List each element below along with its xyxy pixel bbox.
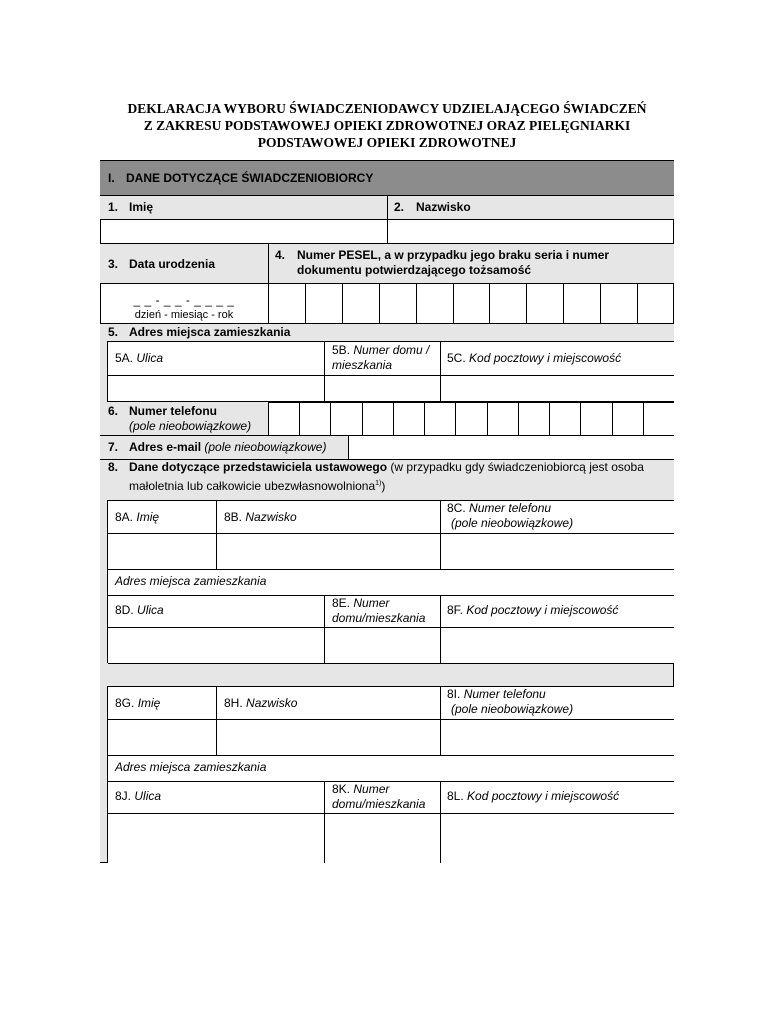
rep2-last-name-label: Nazwisko: [246, 696, 298, 710]
representative-label: Dane dotyczące przedstawiciela ustawowego: [129, 460, 388, 474]
phone-optional: (pole nieobowiązkowe): [129, 419, 252, 433]
phone-label: Numer telefonu: [129, 404, 218, 418]
birth-pesel-label-row: [100, 244, 674, 284]
phone-divider: [268, 402, 269, 436]
rep2-first-name-prefix: 8G.: [115, 696, 135, 710]
pesel-box-divider: [563, 284, 564, 323]
rep2-house-label-2: domu/mieszkania: [332, 797, 426, 811]
rep1-phone-prefix: 8C.: [447, 501, 466, 515]
rep2-phone-label: Numer telefonu: [463, 687, 546, 701]
pesel-label-line-2: dokumentu potwierdzającego tożsamość: [297, 263, 532, 277]
birth-date-pattern: _ _ - _ _ - _ _ _ _: [133, 293, 235, 307]
rep2-postal-label: Kod pocztowy i miejscowość: [467, 789, 620, 803]
rep2-house-label-1: Numer: [353, 782, 390, 796]
representative-separator: [107, 663, 673, 686]
postal-prefix: 5C.: [447, 351, 466, 365]
rep2-first-name-label: Imię: [137, 696, 161, 710]
rep2-phone-optional: (pole nieobowiązkowe): [451, 702, 574, 716]
representative-gutter: [100, 500, 107, 862]
rep2-street-field[interactable]: [108, 814, 324, 863]
address-table: [107, 341, 674, 402]
rep1-address-label: Adres miejsca zamieszkania: [115, 574, 267, 588]
phone-box-divider: [549, 403, 550, 435]
house-prefix: 5B.: [332, 343, 351, 357]
phone-field[interactable]: [268, 402, 674, 436]
phone-box-divider: [330, 403, 331, 435]
field-1-number: 1.: [108, 200, 119, 214]
phone-box-divider: [580, 403, 581, 435]
rep2-first-name-field[interactable]: [108, 720, 216, 755]
pesel-field[interactable]: [268, 284, 674, 324]
field-6-number: 6.: [108, 404, 119, 418]
email-label: Adres e-mail: [129, 440, 202, 454]
rep1-house-prefix: 8E.: [332, 596, 351, 610]
section-header: [100, 160, 674, 196]
rep1-house-label-2: domu/mieszkania: [332, 611, 426, 625]
rep1-postal-field[interactable]: [441, 628, 674, 663]
address-label: Adres miejsca zamieszkania: [129, 325, 291, 339]
rep1-street-label: Ulica: [137, 603, 164, 617]
representative-2-table: [107, 686, 674, 863]
representative-1-table: [107, 500, 674, 663]
representative-note-2: małoletnia lub całkowicie ubezwłasnowolniona: [129, 479, 376, 493]
rep1-first-name-prefix: 8A.: [115, 510, 134, 524]
phone-box-divider: [612, 403, 613, 435]
pesel-box-divider: [416, 284, 417, 323]
phone-box-divider: [393, 403, 394, 435]
section-title: DANE DOTYCZĄCE ŚWIADCZENIOBIORCY: [126, 171, 374, 185]
postal-city-field[interactable]: [441, 376, 674, 401]
rep1-last-name-prefix: 8B.: [224, 510, 243, 524]
rep2-address-label: Adres miejsca zamieszkania: [115, 760, 267, 774]
pesel-box-divider: [637, 284, 638, 323]
last-name-label: Nazwisko: [416, 200, 471, 214]
pesel-box-divider: [526, 284, 527, 323]
pesel-box-divider: [489, 284, 490, 323]
email-optional: (pole nieobowiązkowe): [204, 440, 327, 454]
rep1-first-name-label: Imię: [136, 510, 160, 524]
birth-date-hint: dzień - miesiąc - rok: [134, 309, 234, 321]
email-field[interactable]: [349, 436, 674, 459]
street-field[interactable]: [108, 376, 324, 401]
rep1-street-field[interactable]: [108, 628, 324, 663]
rep1-divider-5: [108, 663, 674, 664]
field-5-number: 5.: [108, 325, 119, 339]
birth-date-label: Data urodzenia: [129, 257, 216, 271]
field-7-number: 7.: [108, 440, 119, 454]
rep1-postal-label: Kod pocztowy i miejscowość: [466, 603, 619, 617]
house-label-2: mieszkania: [332, 358, 393, 372]
title-line-1: DEKLARACJA WYBORU ŚWIADCZENIODAWCY UDZIELAJĄCEGO ŚWIADCZEŃ: [127, 101, 647, 116]
rep2-last-name-field[interactable]: [217, 720, 440, 755]
phone-box-divider: [455, 403, 456, 435]
rep1-first-name-field[interactable]: [108, 534, 216, 569]
section-number: I.: [108, 171, 115, 185]
declaration-form: [100, 160, 674, 863]
rep1-street-prefix: 8D.: [115, 603, 134, 617]
phone-box-divider: [487, 403, 488, 435]
rep1-postal-prefix: 8F.: [447, 603, 464, 617]
rep2-phone-prefix: 8I.: [447, 687, 461, 701]
representative-note-1: (w przypadku gdy świadczeniobiorcą jest osoba: [387, 460, 644, 474]
rep2-house-prefix: 8K.: [332, 782, 351, 796]
house-label-1: Numer domu /: [353, 343, 430, 357]
rep1-phone-label: Numer telefonu: [469, 501, 552, 515]
first-name-label: Imię: [129, 200, 154, 214]
phone-box-divider: [518, 403, 519, 435]
rep1-last-name-field[interactable]: [217, 534, 440, 569]
rep1-divider-3: [108, 595, 674, 596]
title-line-3: PODSTAWOWEJ OPIEKI ZDROWOTNEJ: [257, 135, 517, 150]
rep2-phone-field[interactable]: [441, 720, 674, 755]
phone-box-divider: [362, 403, 363, 435]
rep1-house-field[interactable]: [325, 628, 440, 663]
rep2-postal-field[interactable]: [441, 814, 674, 863]
street-prefix: 5A.: [115, 351, 134, 365]
rep2-street-label: Ulica: [134, 789, 162, 803]
phone-box-divider: [643, 403, 644, 435]
last-name-field[interactable]: [387, 220, 674, 244]
rep1-phone-optional: (pole nieobowiązkowe): [451, 516, 574, 530]
rep2-divider-2: [108, 755, 674, 756]
pesel-box-divider: [342, 284, 343, 323]
street-label: Ulica: [136, 351, 164, 365]
rep2-house-field[interactable]: [325, 814, 440, 863]
email-divider: [348, 436, 349, 460]
pesel-label-line-1: Numer PESEL, a w przypadku jego braku seria i numer: [297, 248, 610, 262]
field-2-number: 2.: [394, 200, 405, 214]
field-8-number: 8.: [108, 460, 119, 474]
title-line-2: Z ZAKRESU PODSTAWOWEJ OPIEKI ZDROWOTNEJ ORAZ PIELĘGNIARKI: [143, 118, 631, 133]
address-label-row: [100, 324, 674, 342]
pesel-box-divider: [600, 284, 601, 323]
rep1-divider-2: [108, 569, 674, 570]
first-name-field[interactable]: [100, 220, 387, 244]
pesel-box-divider: [305, 284, 306, 323]
field-4-number: 4.: [275, 248, 286, 262]
phone-box-divider: [299, 403, 300, 435]
rep1-phone-field[interactable]: [441, 534, 674, 569]
field-3-number: 3.: [108, 257, 119, 271]
representative-note-end: ): [381, 479, 386, 493]
representative-label-row: [100, 460, 674, 500]
birth-date-field[interactable]: [100, 284, 268, 324]
footnote-ref: 1): [375, 480, 382, 487]
rep2-postal-prefix: 8L.: [447, 789, 464, 803]
rep2-street-prefix: 8J.: [115, 789, 132, 803]
rep1-house-label-1: Numer: [353, 596, 390, 610]
form-title: [100, 100, 674, 151]
pesel-box-divider: [453, 284, 454, 323]
postal-label: Kod pocztowy i miejscowość: [469, 351, 622, 365]
phone-box-divider: [424, 403, 425, 435]
rep2-last-name-prefix: 8H.: [224, 696, 243, 710]
house-number-field[interactable]: [325, 376, 440, 401]
pesel-box-divider: [379, 284, 380, 323]
rep2-divider-3: [108, 781, 674, 782]
rep1-last-name-label: Nazwisko: [245, 510, 297, 524]
